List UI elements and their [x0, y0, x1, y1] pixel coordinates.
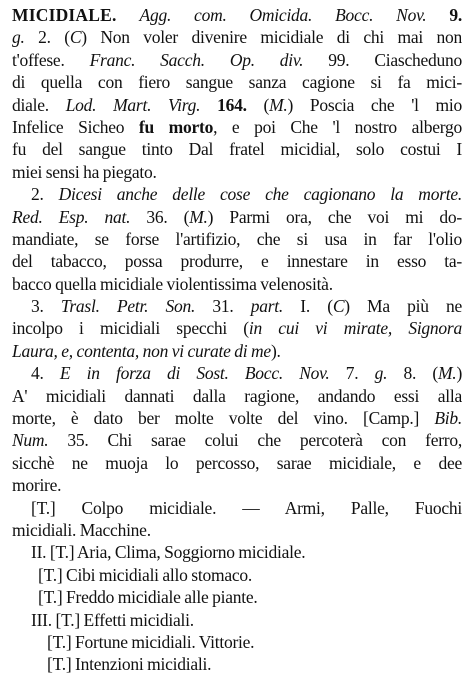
italic-run: in cui vi mirate, Signora — [248, 318, 462, 339]
text-run: ) Parmi ora, che voi mi do- — [207, 206, 462, 227]
italic-run: M. — [189, 206, 208, 227]
italic-run: Laura, e, contenta, non vi curate di me — [12, 340, 271, 361]
entry-line — [12, 452, 462, 474]
text-run: 35. Chi sarae colui che percoterà con ferro, — [48, 430, 462, 451]
italic-run: Dicesi anche delle cose che cagionano la morte. — [58, 184, 462, 205]
text-run: [ — [31, 497, 37, 518]
text-run — [200, 95, 217, 115]
entry-line — [12, 497, 462, 519]
entry-line — [12, 519, 462, 541]
text-run: di quella con fiero sangue sanza cagione si fa mici- — [12, 72, 462, 93]
text-run: sicchè ne muoja lo percosso, sarae micidiale, e dee — [12, 452, 462, 473]
italic-run: M. — [269, 94, 288, 115]
text-run: 31. — [195, 296, 251, 317]
entry-line — [12, 273, 462, 295]
text-run — [426, 5, 449, 25]
italic-run: C — [69, 27, 82, 48]
entry-line — [12, 653, 462, 675]
entry-line — [12, 541, 462, 563]
entry-line — [12, 385, 462, 407]
entry-line — [12, 407, 462, 429]
text-run: ) Ma più ne — [344, 296, 462, 317]
text-run: 7. — [329, 363, 375, 384]
text-run: fu del sangue tinto Dal fratel micidial, solo costui I — [12, 139, 462, 160]
text-run: 4. — [31, 363, 60, 384]
entry-line — [12, 250, 462, 272]
text-run: morte, è dato ber molte volte del vino. [Camp.] — [12, 408, 435, 429]
text-run: ] Effetti micidiali. — [74, 609, 194, 630]
tommaseo-marker: T. — [36, 497, 50, 518]
entry-line — [12, 609, 462, 631]
text-run: ) — [456, 363, 462, 384]
text-run: [ — [47, 654, 53, 675]
text-run: [ — [47, 631, 53, 652]
text-run: [ — [38, 587, 44, 608]
text-run: morire. — [12, 475, 62, 496]
text-run: Infelice Sicheo — [12, 116, 139, 137]
entry-line — [12, 4, 462, 26]
italic-run: Franc. Sacch. Op. div. — [89, 49, 304, 70]
entry-line — [12, 183, 462, 205]
entry-line — [12, 564, 462, 586]
tommaseo-marker: T. — [43, 564, 57, 585]
text-run: ( — [246, 94, 270, 115]
entry-line — [12, 49, 462, 71]
entry-line — [12, 116, 462, 138]
italic-run: E in forza di Sost. Bocc. Nov. — [59, 363, 330, 384]
entry-line — [12, 138, 462, 160]
text-run: 36. ( — [130, 206, 190, 227]
tommaseo-marker: T. — [61, 609, 75, 630]
italic-run: M. — [437, 363, 457, 384]
text-run: incolpo i micidiali specchi ( — [12, 318, 249, 339]
text-run: diale. — [12, 94, 66, 115]
text-run: ] Fortune micidiali. Vittorie. — [65, 631, 255, 652]
entry-line — [12, 295, 462, 317]
italic-run: Agg. com. Omicida. Bocc. Nov. — [139, 5, 427, 25]
text-run: ) Poscia che 'l mio — [287, 94, 462, 115]
italic-run: g. — [374, 363, 388, 384]
text-run: III. [ — [31, 609, 62, 630]
text-run: II. [ — [31, 542, 56, 563]
bold-run: 9. — [449, 5, 462, 25]
text-run: 99. Ciascheduno — [303, 49, 462, 70]
text-run: [ — [38, 564, 44, 585]
entry-line — [12, 362, 462, 384]
text-run: micidiali. Macchine. — [12, 519, 151, 540]
entry-line — [12, 26, 462, 48]
text-run: 2. — [31, 184, 59, 205]
text-run: ] Freddo micidiale alle piante. — [56, 587, 258, 608]
text-run: t'offese. — [12, 49, 90, 70]
text-run: miei sensi ha piegato. — [12, 161, 157, 182]
text-run — [117, 5, 140, 25]
entry-line — [12, 317, 462, 339]
entry-line — [12, 474, 462, 496]
text-run: del tabacco, possa produrre, e innestare in esso ta- — [12, 251, 462, 272]
italic-run: part. — [250, 296, 284, 317]
tommaseo-marker: T. — [52, 654, 66, 675]
text-run: ] Colpo micidiale. — Armi, Palle, Fuochi — [49, 497, 462, 518]
bold-run: fu morto — [138, 116, 214, 137]
text-run: bacco quella micidiale violentissima velenosità. — [12, 273, 333, 294]
entry-line — [12, 429, 462, 451]
entry-line — [12, 586, 462, 608]
text-run: , e poi Che 'l nostro albergo — [213, 116, 462, 137]
text-run: ] Aria, Clima, Soggiorno micidiale. — [68, 542, 306, 563]
text-run: ). — [270, 340, 281, 361]
italic-run: g. — [12, 27, 25, 48]
entry-line — [12, 340, 462, 362]
italic-run: Red. Esp. nat. — [12, 206, 131, 227]
italic-run: C — [332, 296, 345, 317]
text-run: 2. ( — [24, 27, 70, 48]
entry-line — [12, 206, 462, 228]
italic-run: Num. — [12, 430, 49, 451]
tommaseo-marker: T. — [52, 631, 66, 652]
text-run: I. ( — [283, 296, 333, 317]
italic-run: Lod. Mart. Virg. — [65, 94, 201, 115]
italic-run: Bib. — [434, 408, 462, 429]
entry-line — [12, 161, 462, 183]
tommaseo-marker: T. — [43, 587, 57, 608]
italic-run: Trasl. Petr. Son. — [60, 296, 196, 317]
text-run: A' micidiali dannati dalla ragione, andando essi alla — [12, 385, 462, 406]
text-run: mandiate, se forse l'artifizio, che si usa in far l'olio — [12, 228, 462, 249]
entry-line — [12, 71, 462, 93]
entry-line — [12, 631, 462, 653]
text-run: ] Cibi micidiali allo stomaco. — [56, 564, 252, 585]
bold-run: 164. — [217, 94, 247, 115]
text-run: ] Intenzioni micidiali. — [65, 654, 212, 675]
dictionary-entry-micidiale — [12, 4, 462, 676]
tommaseo-marker: T. — [55, 542, 69, 563]
entry-line — [12, 228, 462, 250]
text-run: 8. ( — [387, 363, 438, 384]
headword: MICIDIALE. — [12, 5, 117, 25]
text-run: ) Non voler divenire micidiale di chi mai non — [81, 27, 462, 48]
text-run: 3. — [31, 296, 61, 317]
entry-line — [12, 94, 462, 116]
